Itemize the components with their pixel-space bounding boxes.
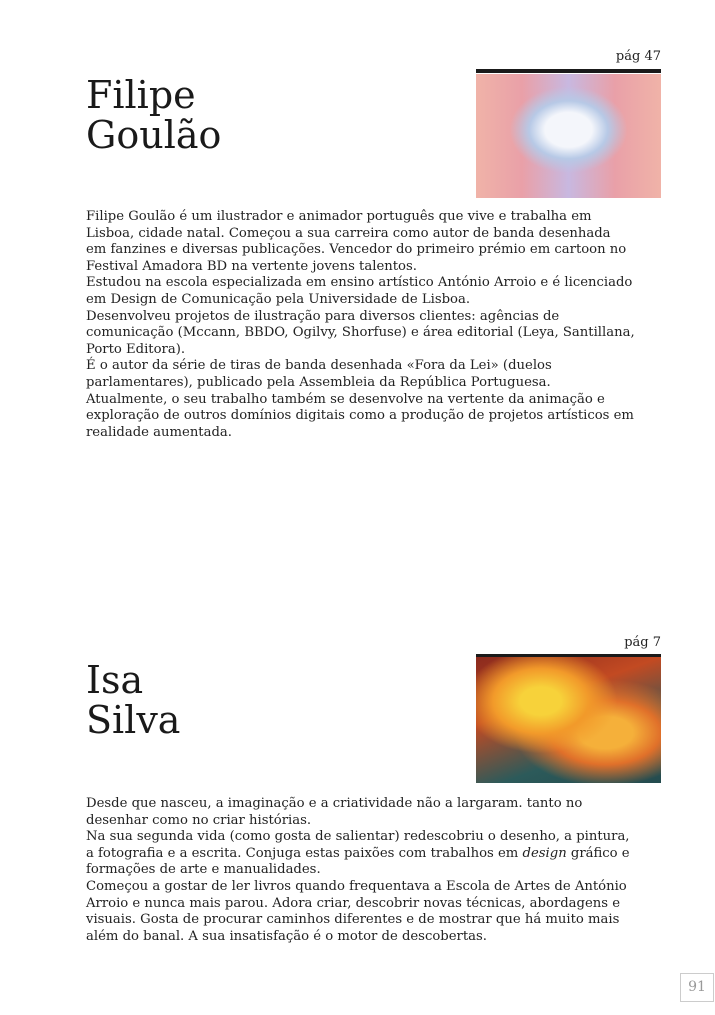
page-reference: pág 47 [615, 49, 661, 64]
page-number: 91 [680, 973, 714, 1002]
author-bio: Filipe Goulão é um ilustrador e animador português que vive e trabalha em Lisboa, cidade natal. Começou a sua carreira como autor de banda desenhada em fanzines e diversas publicações. Vencedor do primeiro prémio em cartoon no Festival Amadora BD na vertente jovens talentos. Estudou na escola especializada em ensino artístico António Arroio e é licenciado em Design de Comunicação pela Universidade de Lisboa. Desenvolveu projetos de ilustração para diversos clientes: agências de comunicação (Mccann, BBDO, Ogilvy, Shorfuse) e área editorial (Leya, Santillana, Porto Editora). É o autor da série de tiras de banda desenhada «Fora da Lei» (duelos parlamentares), publicado pela Assembleia da República Portuguesa. Atualmente, o seu trabalho também se desenvolve na vertente da animação e exploração de outros domínios digitais como a produção de projetos artísticos em realidade aumentada. [86, 209, 635, 440]
author-name: Filipe Goulão [86, 73, 222, 157]
illustration-isa-silva [476, 657, 661, 783]
illustration-filipe-goulao [476, 74, 661, 198]
author-name: Isa Silva [86, 658, 181, 742]
divider-bar [476, 69, 661, 73]
page-reference: pág 7 [624, 635, 661, 650]
author-bio: Desde que nasceu, a imaginação e a criatividade não a largaram. tanto no desenhar como no criar histórias. Na sua segunda vida (como gosta de salientar) redescobriu o desenho, a pintura, a fotografia e a escrita. Conjuga estas paixões com trabalhos em design gráfico e formações de arte e manualidades. Começou a gostar de ler livros quando frequentava a Escola de Artes de António Arroio e nunca mais parou. Adora criar, descobrir novas técnicas, abordagens e visuais. Gosta de procurar caminhos diferentes e de mostrar que há muito mais além do banal. A sua insatisfação é o motor de descobertas. [86, 796, 630, 944]
